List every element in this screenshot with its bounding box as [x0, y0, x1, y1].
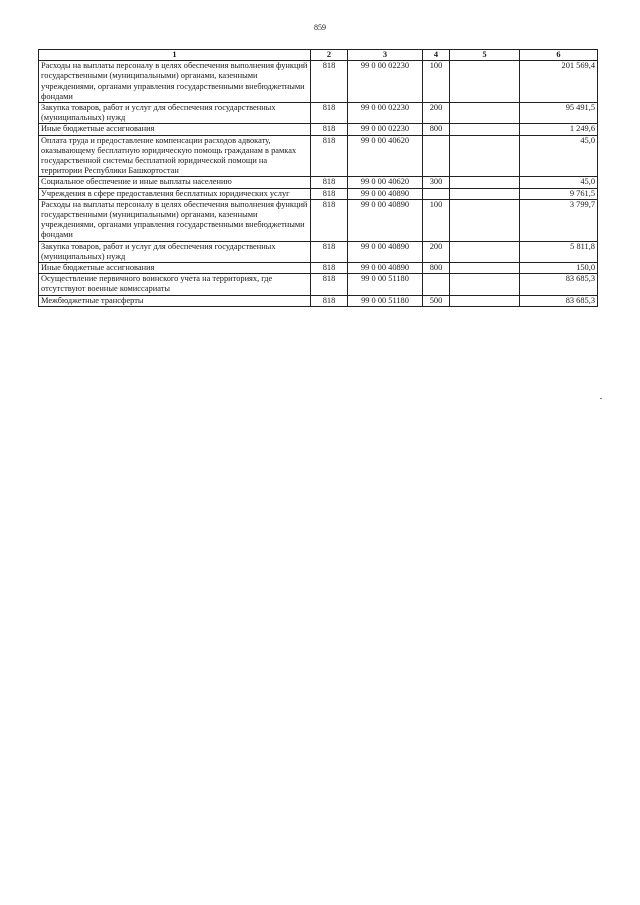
header-col-1: 1 — [39, 50, 311, 61]
row-col-3: 99 0 00 40890 — [348, 199, 423, 241]
row-col-2: 818 — [311, 199, 348, 241]
row-col-3: 99 0 00 40620 — [348, 135, 423, 177]
row-col-3: 99 0 00 40890 — [348, 188, 423, 199]
table-row — [39, 274, 598, 295]
table-row — [39, 241, 598, 262]
row-col-2: 818 — [311, 103, 348, 124]
row-name: Иные бюджетные ассигнования — [39, 263, 311, 274]
row-name: Осуществление первичного воинского учета на территориях, где отсутствуют военные комиссариаты — [39, 274, 311, 295]
row-name: Социальное обеспечение и иные выплаты населению — [39, 177, 311, 188]
table-row — [39, 263, 598, 274]
row-col-4 — [423, 188, 450, 199]
row-col-4: 100 — [423, 61, 450, 103]
row-col-4: 800 — [423, 124, 450, 135]
row-col-3: 99 0 00 02230 — [348, 61, 423, 103]
row-col-2: 818 — [311, 135, 348, 177]
row-col-6: 201 569,4 — [520, 61, 598, 103]
row-name: Межбюджетные трансферты — [39, 295, 311, 306]
row-col-6: 9 761,5 — [520, 188, 598, 199]
row-col-5 — [450, 124, 520, 135]
row-col-4: 200 — [423, 241, 450, 262]
row-col-3: 99 0 00 02230 — [348, 124, 423, 135]
row-col-4: 200 — [423, 103, 450, 124]
row-col-2: 818 — [311, 295, 348, 306]
row-col-2: 818 — [311, 241, 348, 262]
row-col-5 — [450, 199, 520, 241]
header-col-3: 3 — [348, 50, 423, 61]
row-name: Закупка товаров, работ и услуг для обеспечения государственных (муниципальных) нужд — [39, 103, 311, 124]
row-col-3: 99 0 00 02230 — [348, 103, 423, 124]
scan-speck — [600, 398, 602, 399]
header-col-6: 6 — [520, 50, 598, 61]
row-col-6: 3 799,7 — [520, 199, 598, 241]
row-name: Учреждения в сфере предоставления бесплатных юридических услуг — [39, 188, 311, 199]
table-row — [39, 61, 598, 103]
header-col-2: 2 — [311, 50, 348, 61]
row-col-5 — [450, 274, 520, 295]
row-col-4: 100 — [423, 199, 450, 241]
row-col-2: 818 — [311, 274, 348, 295]
row-name: Закупка товаров, работ и услуг для обеспечения государственных (муниципальных) нужд — [39, 241, 311, 262]
header-col-4: 4 — [423, 50, 450, 61]
row-col-3: 99 0 00 40890 — [348, 241, 423, 262]
row-col-3: 99 0 00 51180 — [348, 274, 423, 295]
row-col-4: 500 — [423, 295, 450, 306]
row-col-5 — [450, 135, 520, 177]
row-col-2: 818 — [311, 263, 348, 274]
row-col-4: 300 — [423, 177, 450, 188]
table-row — [39, 199, 598, 241]
row-col-6: 1 249,6 — [520, 124, 598, 135]
table-row — [39, 295, 598, 306]
row-col-5 — [450, 103, 520, 124]
row-col-4 — [423, 274, 450, 295]
row-col-4: 800 — [423, 263, 450, 274]
row-col-5 — [450, 177, 520, 188]
row-name: Оплата труда и предоставление компенсации расходов адвокату, оказывающему бесплатную юридическую помощь гражданам в рамках государственной системы бесплатной юридической помощи на территории Республики Башкортостан — [39, 135, 311, 177]
row-col-2: 818 — [311, 124, 348, 135]
row-col-6: 45,0 — [520, 135, 598, 177]
page-number: 859 — [314, 23, 326, 32]
row-col-6: 83 685,3 — [520, 295, 598, 306]
row-name: Иные бюджетные ассигнования — [39, 124, 311, 135]
table-row — [39, 135, 598, 177]
row-col-6: 83 685,3 — [520, 274, 598, 295]
row-col-4 — [423, 135, 450, 177]
row-col-6: 150,0 — [520, 263, 598, 274]
row-col-5 — [450, 188, 520, 199]
table-row — [39, 188, 598, 199]
table-row — [39, 124, 598, 135]
row-col-6: 45,0 — [520, 177, 598, 188]
row-col-3: 99 0 00 40890 — [348, 263, 423, 274]
table-header-row — [39, 50, 598, 61]
table-row — [39, 103, 598, 124]
row-col-5 — [450, 241, 520, 262]
row-col-6: 5 811,8 — [520, 241, 598, 262]
row-name: Расходы на выплаты персоналу в целях обеспечения выполнения функций государственными (муниципальными) органами, казенными учреждениями, органами управления государственными внебюджетными фондами — [39, 199, 311, 241]
row-name: Расходы на выплаты персоналу в целях обеспечения выполнения функций государственными (муниципальными) органами, казенными учреждениями, органами управления государственными внебюджетными фондами — [39, 61, 311, 103]
row-col-5 — [450, 61, 520, 103]
row-col-3: 99 0 00 51180 — [348, 295, 423, 306]
row-col-2: 818 — [311, 61, 348, 103]
header-col-5: 5 — [450, 50, 520, 61]
row-col-6: 95 491,5 — [520, 103, 598, 124]
budget-table — [38, 49, 598, 307]
row-col-5 — [450, 263, 520, 274]
table-row — [39, 177, 598, 188]
row-col-2: 818 — [311, 177, 348, 188]
row-col-3: 99 0 00 40620 — [348, 177, 423, 188]
row-col-5 — [450, 295, 520, 306]
row-col-2: 818 — [311, 188, 348, 199]
